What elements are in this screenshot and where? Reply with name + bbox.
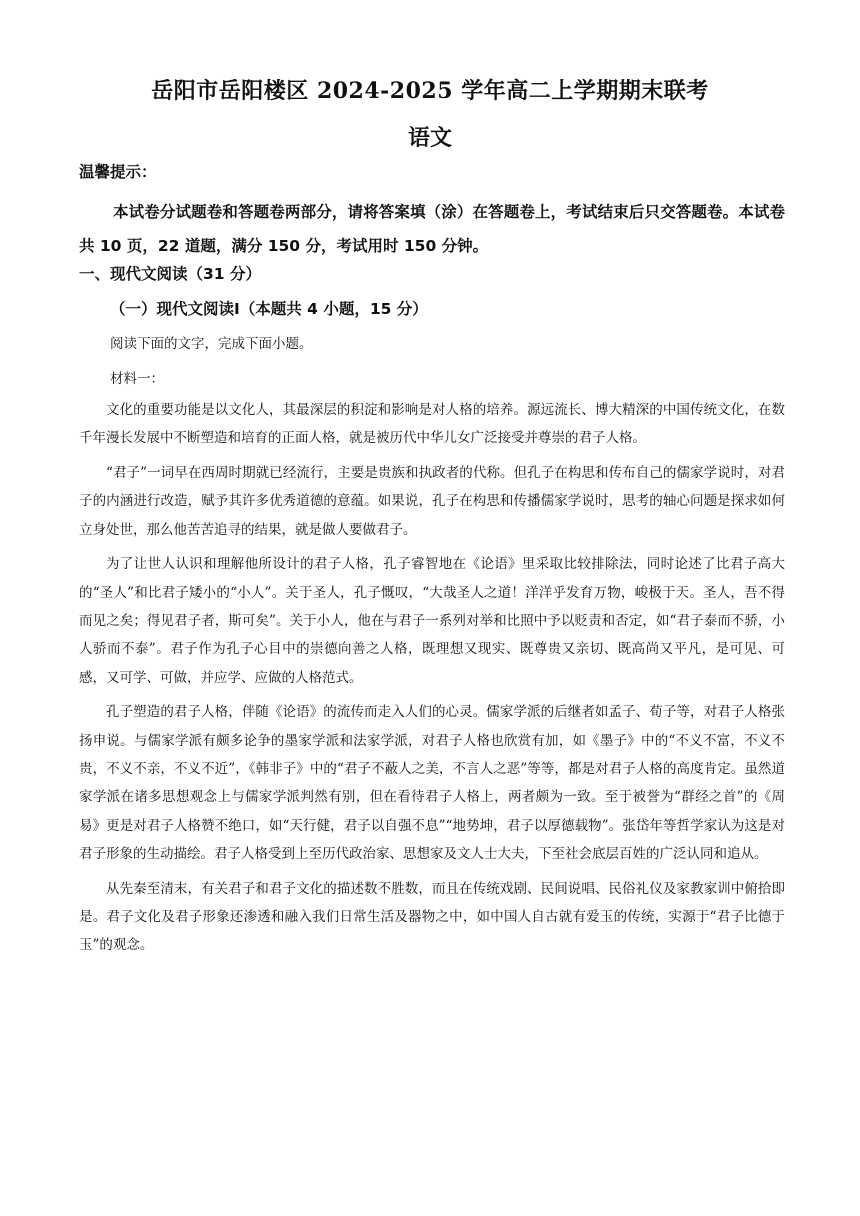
paragraph: 为了让世人认识和理解他所设计的君子人格，孔子睿智地在《论语》里采取比较排除法，同时论述了比君子高大的“圣人”和比君子矮小的“小人”。关于圣人，孔子慨叹，“大哉圣人之道！洋洋乎发育万物，峻极于天。圣人，吾不得而见之矣；得见君子者，斯可矣”。关于小人，他在与君子一系列对举和比照中予以贬责和否定，如“君子泰而不骄，小人骄而不泰”。君子作为孔子心目中的崇德向善之人格，既理想又现实、既尊贵又亲切、既高尚又平凡，是可见、可感，又可学、可做，并应学、应做的人格范式。 [79, 556, 785, 686]
subject-title: 语文 [407, 125, 452, 151]
exam-title: 岳阳市岳阳楼区 2024-2025 学年高二上学期期末联考 [151, 78, 709, 104]
article-body [79, 396, 785, 966]
material-label: 材料一： [110, 371, 164, 387]
paragraph: 从先秦至清末，有关君子和君子文化的描述数不胜数，而且在传统戏剧、民间说唱、民俗礼仪及家教家训中俯拾即是。君子文化及君子形象还渗透和融入我们日常生活及器物之中，如中国人自古就有爱玉的传统，实源于“君子比德于玉”的观念。 [79, 880, 785, 954]
reading-instruction: 阅读下面的文字，完成下面小题。 [110, 336, 313, 352]
paragraph: “君子”一词早在西周时期就已经流行，主要是贵族和执政者的代称。但孔子在构思和传布自己的儒家学说时，对君子的内涵进行改造，赋予其许多优秀道德的意蕴。如果说，孔子在构思和传播儒家学说时，思考的轴心问题是探求如何立身处世，那么他苦苦追寻的结果，就是做人要做君子。 [79, 465, 785, 538]
notice-text: 本试卷分试题卷和答题卷两部分，请将答案填（涂）在答题卷上，考试结束后只交答题卷。本试卷共 10 页，22 道题，满分 150 分，考试用时 150 分钟。 [79, 203, 785, 255]
section-heading: 一、现代文阅读（31 分） [79, 265, 261, 283]
subsection-heading: （一）现代文阅读Ⅰ（本题共 4 小题，15 分） [110, 300, 428, 318]
paragraph: 孔子塑造的君子人格，伴随《论语》的流传而走入人们的心灵。儒家学派的后继者如孟子、荀子等，对君子人格张扬申说。与儒家学派有颇多论争的墨家学派和法家学派，对君子人格也欣赏有加，如《墨子》中的“不义不富，不义不贵，不义不亲，不义不近”，《韩非子》中的“君子不蔽人之美，不言人之恶”等等，都是对君子人格的高度肯定。虽然道家学派在诸多思想观念上与儒家学派判然有别，但在看待君子人格上，两者颇为一致。至于被誉为“群经之首”的《周易》更是对君子人格赞不绝口，如“天行健，君子以自强不息”“地势坤，君子以厚德载物”。张岱年等哲学家认为这是对君子形象的生动描绘。君子人格受到上至历代政治家、思想家及文人士大夫，下至社会底层百姓的广泛认同和追从。 [79, 704, 785, 862]
paragraph: 文化的重要功能是以文化人，其最深层的积淀和影响是对人格的培养。源远流长、博大精深的中国传统文化，在数千年漫长发展中不断塑造和培育的正面人格，就是被历代中华儿女广泛接受并尊崇的君子人格。 [79, 402, 785, 447]
notice-label: 温馨提示： [79, 163, 157, 181]
